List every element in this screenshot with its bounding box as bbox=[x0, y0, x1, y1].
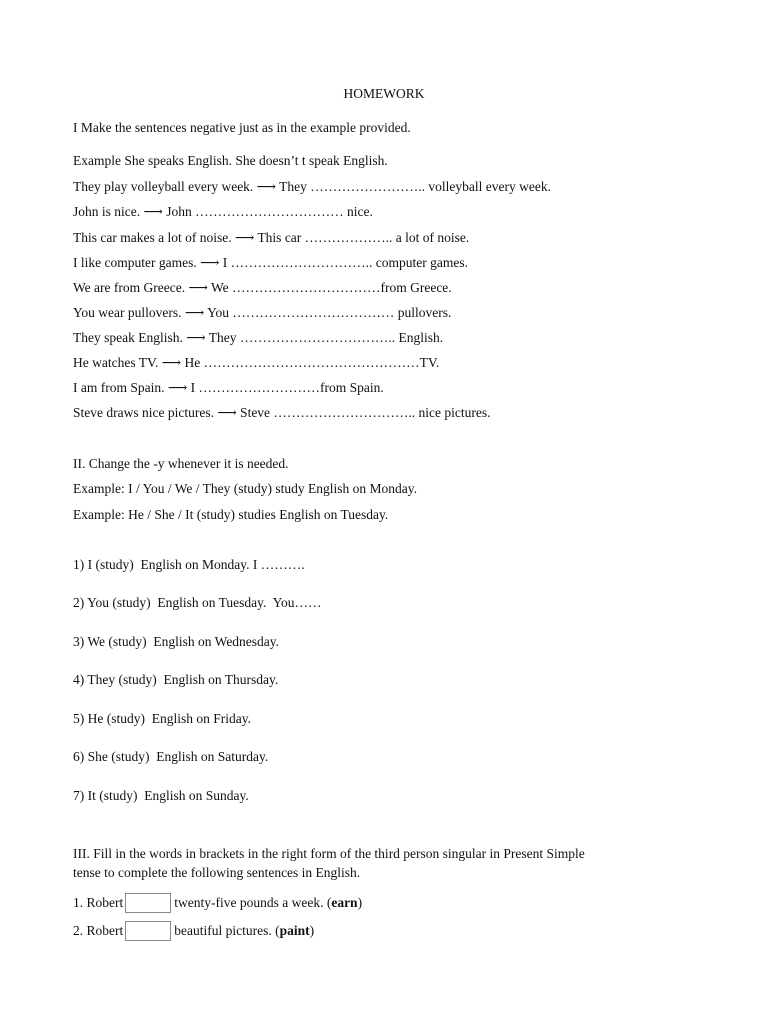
section2-example: Example: I / You / We / They (study) study English on Monday. bbox=[73, 481, 418, 496]
section1-instruction: I Make the sentences negative just as in the example provided. bbox=[73, 120, 411, 135]
section2-item: 4) They (study) English on Thursday. bbox=[73, 672, 279, 687]
row-prefix: 2. Robert bbox=[73, 923, 124, 938]
section1-example: Example She speaks English. She doesn’t t speak English. bbox=[73, 153, 388, 168]
section1-item: This car makes a lot of noise. ⟶ This car ……………….. a lot of noise. bbox=[73, 230, 470, 245]
row-prefix: 1. Robert bbox=[73, 895, 124, 910]
section1-item: Steve draws nice pictures. ⟶ Steve ………………………….. nice pictures. bbox=[73, 405, 491, 420]
section1-item: They speak English. ⟶ They …………………………….. English. bbox=[73, 330, 444, 345]
row-close: ) bbox=[357, 895, 363, 910]
section3-instruction: III. Fill in the words in brackets in the right form of the third person singular in Present Simple bbox=[73, 846, 585, 861]
section2-item: 3) We (study) English on Wednesday. bbox=[73, 634, 280, 649]
section2-item: 5) He (study) English on Friday. bbox=[73, 711, 251, 726]
row-suffix: twenty-five pounds a week. ( bbox=[174, 895, 332, 910]
section1-item: John is nice. ⟶ John …………………………… nice. bbox=[73, 204, 373, 219]
section2-item: 2) You (study) English on Tuesday. You…… bbox=[73, 595, 322, 610]
page-title: HOMEWORK bbox=[343, 86, 425, 101]
section1-item: I am from Spain. ⟶ I ………………………from Spain. bbox=[73, 380, 384, 395]
section3-instruction: tense to complete the following sentences in English. bbox=[73, 865, 361, 880]
section2-example: Example: He / She / It (study) studies English on Tuesday. bbox=[73, 507, 389, 522]
section2-item: 7) It (study) English on Sunday. bbox=[73, 788, 249, 803]
section2-item: 6) She (study) English on Saturday. bbox=[73, 749, 269, 764]
answer-input-box[interactable] bbox=[125, 893, 171, 913]
row-close: ) bbox=[309, 923, 315, 938]
section2-item: 1) I (study) English on Monday. I ………. bbox=[73, 557, 305, 572]
section1-item: They play volleyball every week. ⟶ They …………………….. volleyball every week. bbox=[73, 179, 551, 194]
section1-item: We are from Greece. ⟶ We ……………………………from Greece. bbox=[73, 280, 452, 295]
fill-in-row bbox=[73, 893, 362, 913]
row-suffix: beautiful pictures. ( bbox=[174, 923, 280, 938]
fill-in-row bbox=[73, 921, 314, 941]
section1-item: He watches TV. ⟶ He …………………………………………TV. bbox=[73, 355, 440, 370]
section1-item: You wear pullovers. ⟶ You ……………………………… pullovers. bbox=[73, 305, 452, 320]
section2-instruction: II. Change the -y whenever it is needed. bbox=[73, 456, 289, 471]
verb-hint: earn bbox=[331, 895, 358, 910]
section1-item: I like computer games. ⟶ I ………………………….. computer games. bbox=[73, 255, 469, 270]
answer-input-box[interactable] bbox=[125, 921, 171, 941]
verb-hint: paint bbox=[279, 923, 310, 938]
